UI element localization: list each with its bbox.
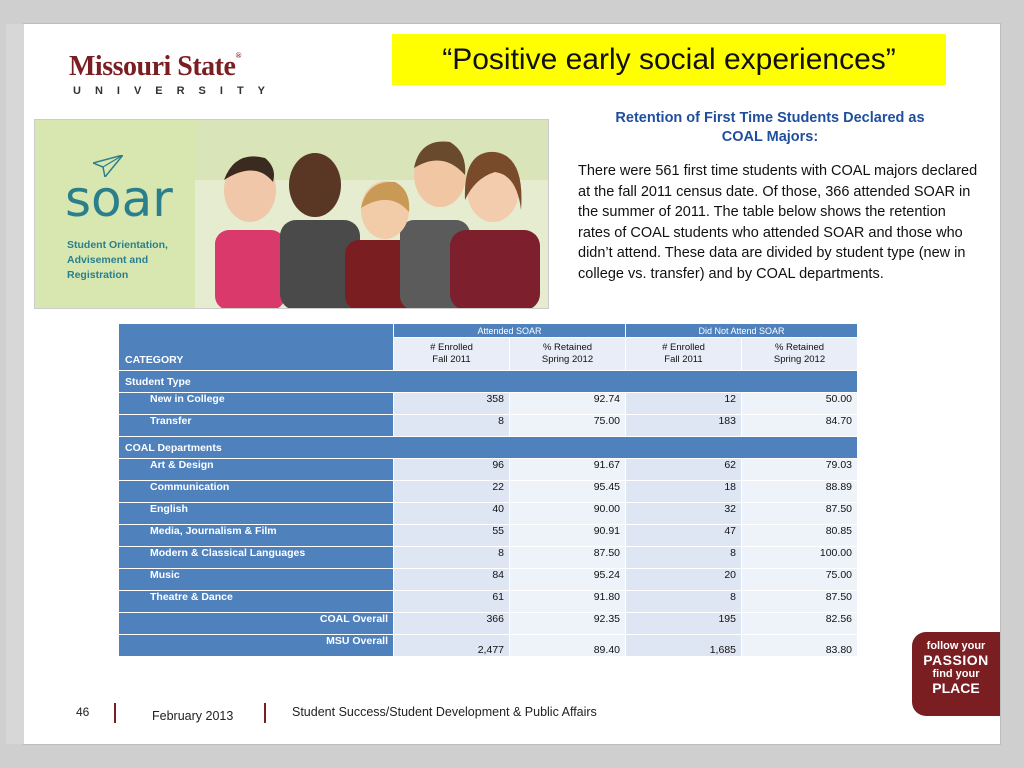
table-cell: 89.40 xyxy=(510,635,626,657)
table-cell: 79.03 xyxy=(742,459,858,481)
table-cell: 84.70 xyxy=(742,415,858,437)
table-cell: 91.80 xyxy=(510,591,626,613)
table-cell: 95.24 xyxy=(510,569,626,591)
row-label: New in College xyxy=(119,393,394,415)
table-cell: 18 xyxy=(626,481,742,503)
subheader-cell: % Retained Spring 2012 xyxy=(510,338,626,371)
table-cell: 75.00 xyxy=(510,415,626,437)
table-cell: 61 xyxy=(394,591,510,613)
table-cell: 92.74 xyxy=(510,393,626,415)
table-cell: 32 xyxy=(626,503,742,525)
table-cell: 2,477 xyxy=(394,635,510,657)
table-row-msu-overall xyxy=(119,635,858,657)
description-paragraph: There were 561 first time students with COAL majors declared at the fall 2011 census date. Of those, 366 attended SOAR in the summer of 2011. The table below shows the retention rates of COAL students who attended SOAR and those who didn’t attend. These data are divided by student type (new in college vs. transfer) and by COAL departments. xyxy=(578,163,978,282)
row-label: MSU Overall xyxy=(119,635,394,657)
table-cell: 96 xyxy=(394,459,510,481)
table-cell: 87.50 xyxy=(742,591,858,613)
table-cell: 75.00 xyxy=(742,569,858,591)
table-row xyxy=(119,459,858,481)
table-cell: 8 xyxy=(394,415,510,437)
table-row xyxy=(119,415,858,437)
soar-photo xyxy=(34,119,549,309)
table-cell: 8 xyxy=(626,547,742,569)
table-row-coal-overall xyxy=(119,613,858,635)
row-label: Media, Journalism & Film xyxy=(119,525,394,547)
subheader-cell: # Enrolled Fall 2011 xyxy=(626,338,742,371)
soar-description: Student Orientation, Advisement and Registration xyxy=(67,239,168,281)
row-label: Transfer xyxy=(119,415,394,437)
retention-table xyxy=(118,323,858,657)
table-cell: 55 xyxy=(394,525,510,547)
table-cell: 20 xyxy=(626,569,742,591)
table-row xyxy=(119,503,858,525)
row-label: Modern & Classical Languages xyxy=(119,547,394,569)
table-cell: 90.00 xyxy=(510,503,626,525)
table-cell: 366 xyxy=(394,613,510,635)
table-cell: 358 xyxy=(394,393,510,415)
subheader-cell: % Retained Spring 2012 xyxy=(742,338,858,371)
row-label: English xyxy=(119,503,394,525)
table-header-row xyxy=(119,324,858,338)
table-cell: 62 xyxy=(626,459,742,481)
attended-soar-header: Attended SOAR xyxy=(394,324,626,338)
page-number: 46 xyxy=(76,705,90,719)
table-cell: 80.85 xyxy=(742,525,858,547)
missouri-state-logo xyxy=(69,51,280,97)
table-cell: 1,685 xyxy=(626,635,742,657)
footer-date: February 2013 xyxy=(152,709,234,723)
table-cell: 8 xyxy=(394,547,510,569)
soar-word: soar xyxy=(65,170,173,228)
table-cell: 82.56 xyxy=(742,613,858,635)
table-cell: 92.35 xyxy=(510,613,626,635)
table-cell: 95.45 xyxy=(510,481,626,503)
did-not-attend-header: Did Not Attend SOAR xyxy=(626,324,858,338)
table-cell: 100.00 xyxy=(742,547,858,569)
table-cell: 87.50 xyxy=(510,547,626,569)
table-cell: 84 xyxy=(394,569,510,591)
section-row xyxy=(119,371,858,393)
slide xyxy=(24,24,1000,744)
section-student-type: Student Type xyxy=(119,371,858,393)
row-label: Music xyxy=(119,569,394,591)
category-header: CATEGORY xyxy=(119,324,394,371)
table-cell: 22 xyxy=(394,481,510,503)
section-row xyxy=(119,437,858,459)
table-cell: 40 xyxy=(394,503,510,525)
footer-department: Student Success/Student Development & Public Affairs xyxy=(292,705,597,719)
table-cell: 183 xyxy=(626,415,742,437)
table-cell: 8 xyxy=(626,591,742,613)
logo-wordmark: Missouri State® xyxy=(69,51,241,82)
table-row xyxy=(119,525,858,547)
table-cell: 83.80 xyxy=(742,635,858,657)
table-row xyxy=(119,481,858,503)
row-label: Theatre & Dance xyxy=(119,591,394,613)
section-coal-departments: COAL Departments xyxy=(119,437,858,459)
row-label: Art & Design xyxy=(119,459,394,481)
table-cell: 50.00 xyxy=(742,393,858,415)
table-cell: 88.89 xyxy=(742,481,858,503)
subheader-cell: # Enrolled Fall 2011 xyxy=(394,338,510,371)
table-row xyxy=(119,591,858,613)
table-row xyxy=(119,393,858,415)
table-cell: 90.91 xyxy=(510,525,626,547)
retention-subheading: Retention of First Time Students Declared as COAL Majors: xyxy=(615,110,925,145)
follow-your-passion-badge: follow your PASSION find your PLACE xyxy=(912,632,1000,716)
logo-subtext: UNIVERSITY xyxy=(73,85,280,97)
table-row xyxy=(119,569,858,591)
footer-divider xyxy=(264,703,266,723)
table-row xyxy=(119,547,858,569)
footer-divider xyxy=(114,703,116,723)
soar-panel xyxy=(35,120,195,308)
table-cell: 87.50 xyxy=(742,503,858,525)
students-group-image xyxy=(195,120,548,308)
row-label: COAL Overall xyxy=(119,613,394,635)
title-banner xyxy=(392,34,946,85)
slide-title: “Positive early social experiences” xyxy=(442,42,896,76)
table-cell: 12 xyxy=(626,393,742,415)
table-cell: 47 xyxy=(626,525,742,547)
table-cell: 195 xyxy=(626,613,742,635)
table-cell: 91.67 xyxy=(510,459,626,481)
row-label: Communication xyxy=(119,481,394,503)
